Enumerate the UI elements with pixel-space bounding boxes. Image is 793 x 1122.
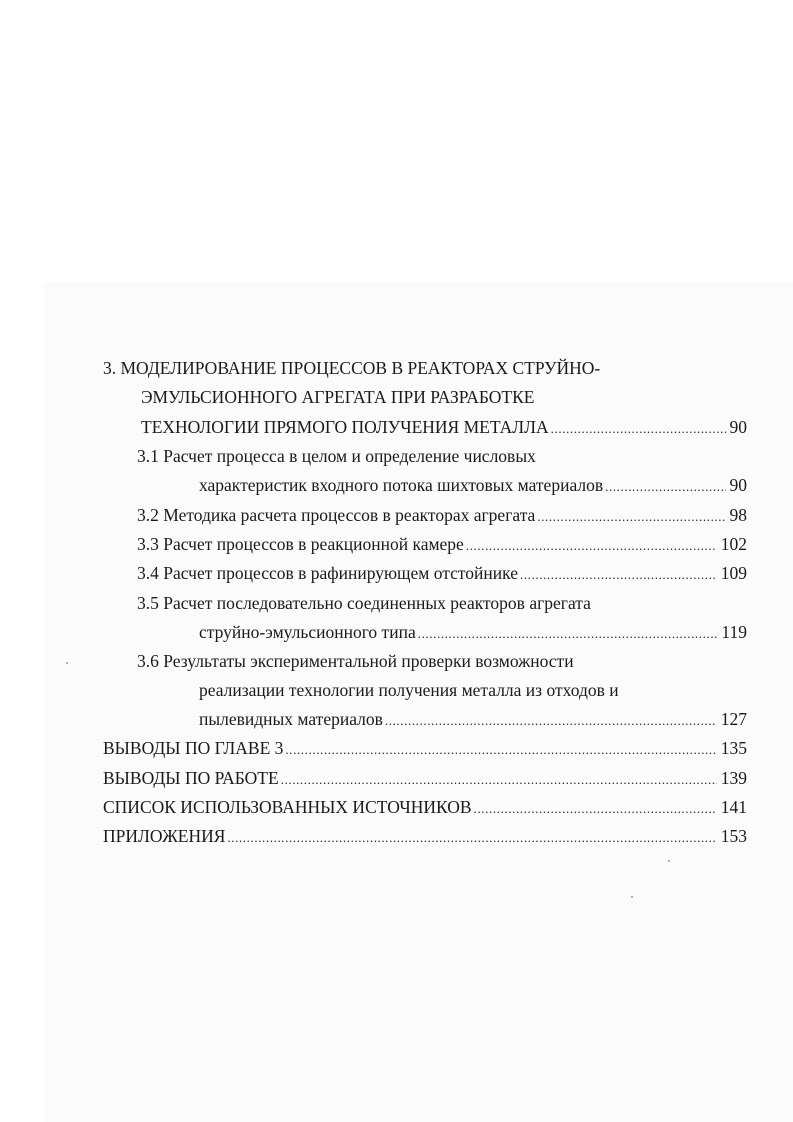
page-number: 135 [720, 738, 747, 758]
page-number: 139 [720, 768, 747, 788]
dot-leader [285, 736, 716, 764]
toc-3-5-line1: 3.5 Расчет последовательно соединенных реакторов агрегата [137, 593, 591, 613]
dot-leader [418, 620, 718, 648]
toc-appendices[interactable] [103, 822, 747, 850]
toc-3-6-line3: пылевидных материалов [199, 709, 383, 729]
toc-3-2-line1: 3.2 Методика расчета процессов в реакторах агрегата [137, 505, 536, 525]
toc-3-1-entry[interactable] [199, 471, 747, 499]
page-number: 119 [721, 622, 747, 642]
toc-references[interactable] [103, 793, 747, 821]
scan-speck [668, 860, 670, 862]
page-number: 109 [720, 563, 747, 583]
toc-3-4-line1: 3.4 Расчет процессов в рафинирующем отстойнике [137, 563, 518, 583]
page-number: 127 [720, 709, 747, 729]
page-number: 141 [720, 797, 747, 817]
toc-chapter3-line2: ЭМУЛЬСИОННОГО АГРЕГАТА ПРИ РАЗРАБОТКЕ [141, 387, 535, 407]
toc-3-6-line1: 3.6 Результаты экспериментальной проверки возможности [137, 651, 574, 671]
page-number: 90 [729, 417, 747, 437]
toc-3-1-line1: 3.1 Расчет процесса в целом и определение числовых [137, 446, 536, 466]
toc-references-label: СПИСОК ИСПОЛЬЗОВАННЫХ ИСТОЧНИКОВ [103, 797, 472, 817]
dot-leader [551, 415, 726, 443]
toc-chapter3-entry[interactable] [141, 413, 747, 441]
scan-speck [66, 662, 68, 664]
toc-conclusions-work[interactable] [103, 764, 747, 792]
page-number: 98 [729, 505, 747, 525]
toc-3-3-entry[interactable] [137, 530, 747, 558]
toc-3-5-entry[interactable] [199, 618, 747, 646]
page-number: 90 [729, 475, 747, 495]
dot-leader [227, 824, 716, 852]
dot-leader [520, 561, 717, 589]
toc-3-4-entry[interactable] [137, 559, 747, 587]
toc-chapter3-line3: ТЕХНОЛОГИИ ПРЯМОГО ПОЛУЧЕНИЯ МЕТАЛЛА [141, 417, 549, 437]
toc-conclusions-chapter3[interactable] [103, 734, 747, 762]
dot-leader [474, 795, 717, 823]
scan-speck [631, 896, 633, 898]
toc-chapter3-line1: 3. МОДЕЛИРОВАНИЕ ПРОЦЕССОВ В РЕАКТОРАХ СТРУЙНО- [103, 358, 601, 378]
dot-leader [605, 473, 725, 501]
toc-3-2-entry[interactable] [137, 501, 747, 529]
toc-3-5-line2: струйно-эмульсионного типа [199, 622, 416, 642]
toc-conclusions-work-label: ВЫВОДЫ ПО РАБОТЕ [103, 768, 279, 788]
page-number: 102 [720, 534, 747, 554]
toc-3-3-line1: 3.3 Расчет процессов в реакционной камере [137, 534, 464, 554]
dot-leader [385, 707, 717, 735]
toc-appendices-label: ПРИЛОЖЕНИЯ [103, 826, 226, 846]
dot-leader [466, 532, 717, 560]
dot-leader [537, 503, 725, 531]
toc-3-1-line2: характеристик входного потока шихтовых материалов [199, 475, 604, 495]
toc-3-6-entry[interactable] [199, 705, 747, 733]
dot-leader [281, 766, 717, 794]
page-number: 153 [720, 826, 747, 846]
toc-3-6-line2: реализации технологии получения металла из отходов и [199, 680, 619, 700]
toc-conclusions-chapter3-label: ВЫВОДЫ ПО ГЛАВЕ 3 [103, 738, 284, 758]
